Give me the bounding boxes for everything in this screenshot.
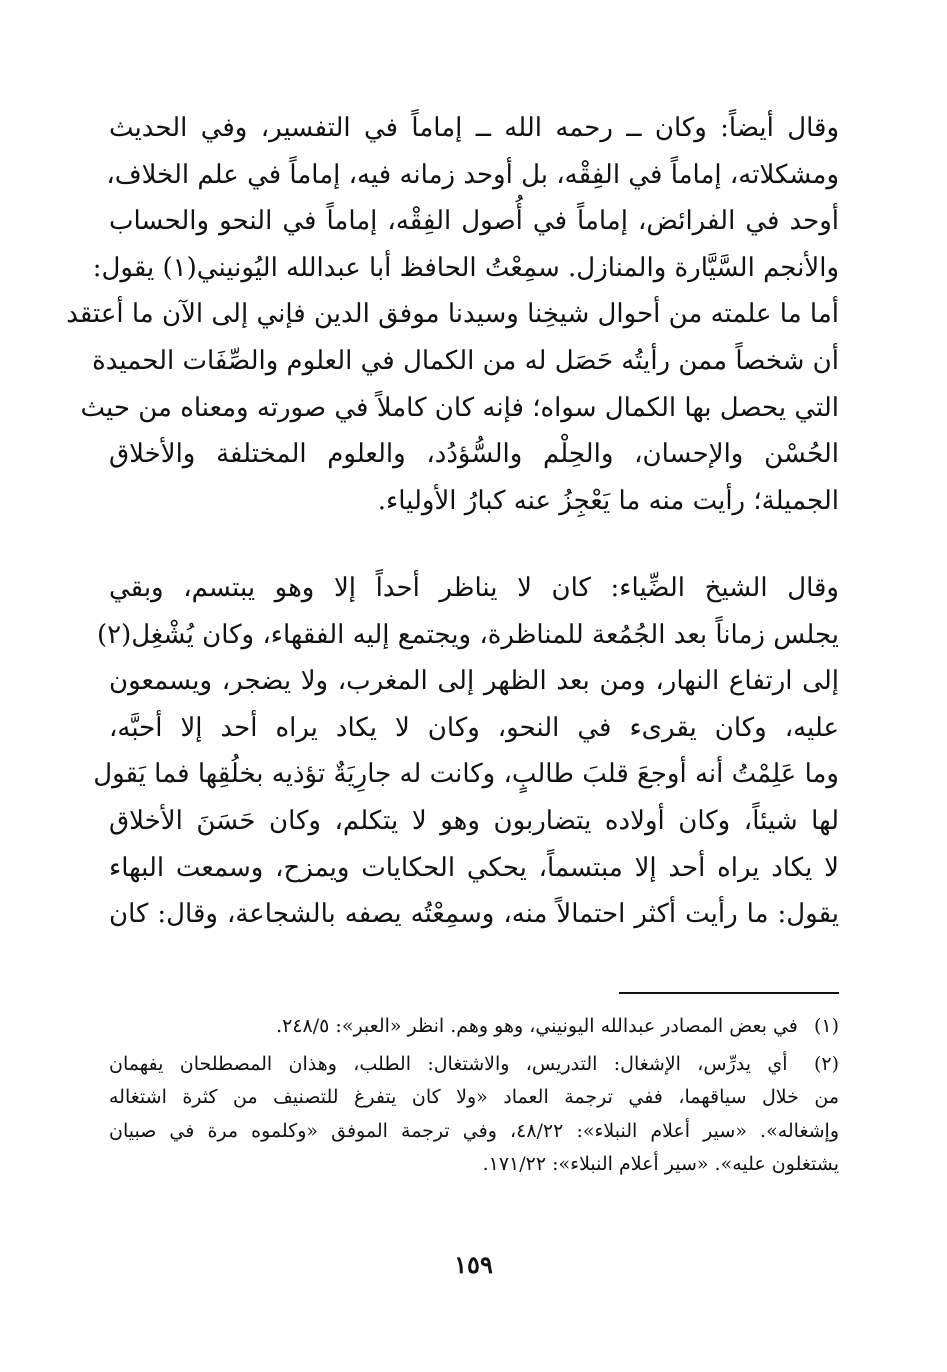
text-line: أن شخصاً ممن رأيتُه حَصَل له من الكمال في العلوم والصِّفَات الحميدة: [92, 345, 839, 376]
text-line: لا يكاد يراه أحد إلا مبتسماً، يحكي الحكايات ويمزح، وسمعت البهاء: [109, 852, 839, 883]
text-line: وقال أيضاً: وكان ــ رحمه الله ــ إماماً في التفسير، وفي الحديث: [109, 113, 839, 143]
text-line: الحُسْن والإحسان، والحِلْم والسُّؤدُد، والعلوم المختلفة والأخلاق: [109, 439, 839, 470]
paragraph-2: [93, 565, 839, 938]
footnote-line: يشتغلون عليه». «سير أعلام النبلاء»: ١٧١/٢٢.: [482, 1153, 839, 1175]
footnote-separator: [619, 992, 839, 994]
page-number: ١٥٩: [454, 1250, 493, 1279]
footnote-text: في بعض المصادر عبدالله اليونيني، وهو وهم. انظر «العبر»: ٢٤٨/٥.: [276, 1015, 798, 1037]
footnote-2: [109, 1048, 839, 1182]
footnote-line: [109, 1048, 839, 1082]
text-line: وقال الشيخ الضِّياء: كان لا يناظر أحداً إلا وهو يبتسم، وبقي: [109, 573, 839, 603]
footnote-text: أي يدرِّس، الإشغال: التدريس، والاشتغال: الطلب، وهذان المصطلحان يفهمان: [109, 1052, 788, 1075]
text-line: وما عَلِمْتُ أنه أوجعَ قلبَ طالبٍ، وكانت له جارِيَةٌ تؤذيه بخلُقِها فما يَقول: [93, 759, 839, 790]
text-line: عليه، وكان يقرىء في النحو، وكان لا يكاد يراه أحد إلا أحبَّه،: [109, 712, 839, 743]
paragraph-1: [66, 105, 839, 524]
footnote-1: [109, 1010, 839, 1044]
footnote-number: (١): [813, 1015, 839, 1037]
text-line: أما ما علمته من أحوال شيخِنا وسيدنا موفق الدين فإني إلى الآن ما أعتقد: [66, 299, 839, 330]
text-line: الجميلة؛ رأيت منه ما يَعْجِزُ عنه كبارُ الأولياء.: [377, 485, 839, 516]
text-line: والأنجم السَّيَّارة والمنازل. سمِعْتُ الحافظ أبا عبدالله اليُونيني(١) يقول:: [92, 252, 839, 283]
text-line: إلى ارتفاع النهار، ومن بعد الظهر إلى المغرب، ولا يضجر، ويسمعون: [109, 666, 839, 697]
text-line: التي يحصل بها الكمال سواه؛ فإنه كان كاملاً في صورته ومعناه من حيث: [80, 392, 839, 423]
footnote-line: من خلال سياقهما، ففي ترجمة العماد «ولا كان يتفرغ للتصنيف من كثرة اشتغاله: [109, 1086, 839, 1108]
text-line: أوحد في الفرائض، إماماً في أُصول الفِقْه، إماماً في النحو والحساب: [109, 206, 839, 237]
text-line: يجلس زماناً بعد الجُمُعة للمناظرة، ويجتمع إليه الفقهاء، وكان يُشْغِل(٢): [96, 619, 839, 650]
text-line: لها شيئاً، وكان أولاده يتضاربون وهو لا يتكلم، وكان حَسَنَ الأخلاق: [109, 805, 839, 836]
text-line: ومشكلاته، إماماً في الفِقْه، بل أوحد زمانه فيه، إماماً في علم الخلاف،: [106, 159, 839, 190]
footnote-number: (٢): [813, 1052, 839, 1075]
text-line: يقول: ما رأيت أكثر احتمالاً منه، وسمِعْتُه يصفه بالشجاعة، وقال: كان: [109, 899, 839, 930]
footnotes: [109, 1010, 839, 1182]
footnote-line: وإشغاله». «سير أعلام النبلاء»: ٤٨/٢٢، وفي ترجمة الموفق «وكلموه مرة في صبيان: [109, 1119, 839, 1142]
